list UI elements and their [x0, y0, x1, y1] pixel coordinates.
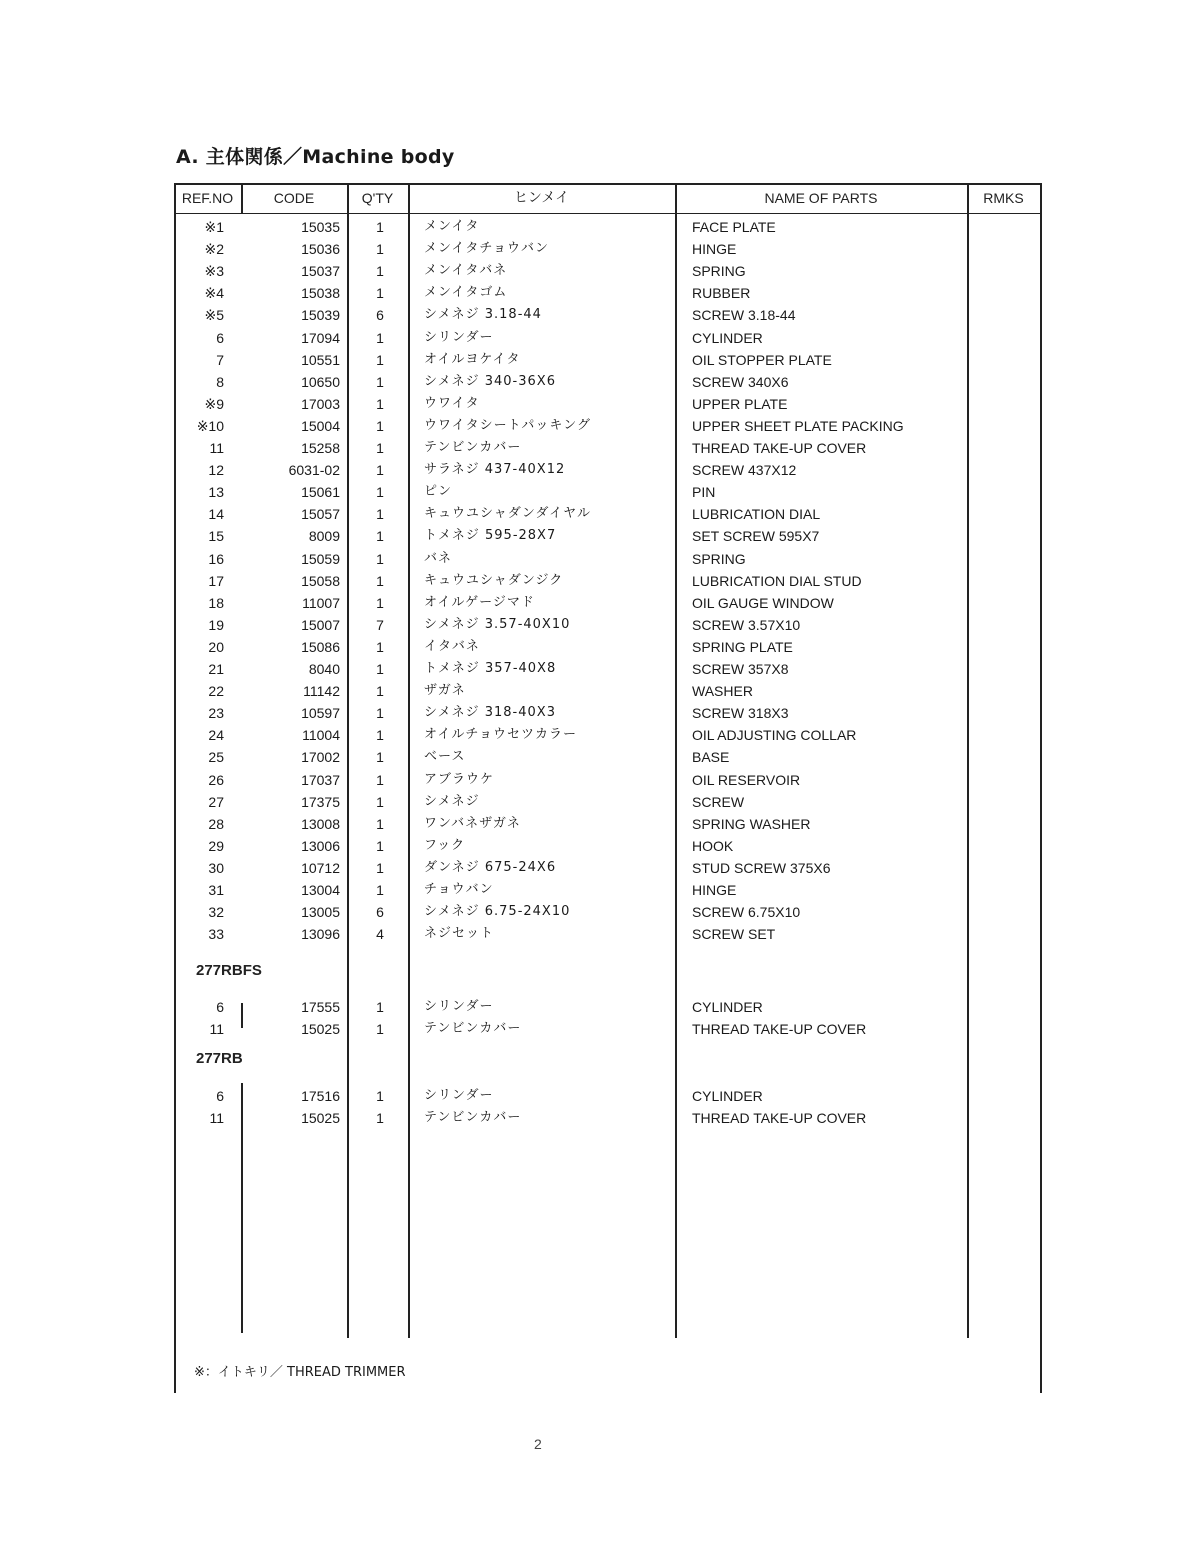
- header-qty: Q'TY: [361, 190, 394, 206]
- part-name-cell: LUBRICATION DIAL: [692, 506, 821, 523]
- kana-name-cell: メンイタ: [424, 219, 480, 234]
- code-cell: 15038: [301, 285, 340, 302]
- part-name-cell: CYLINDER: [692, 999, 763, 1015]
- code-cell: 15058: [301, 572, 340, 589]
- ref-no-cell: 33: [208, 926, 224, 943]
- code-cell: 15035: [301, 219, 340, 235]
- table-row: [174, 791, 1042, 813]
- code-cell: 13006: [301, 837, 340, 854]
- table-row: [174, 1107, 1042, 1129]
- ref-no-cell: 6: [216, 329, 224, 346]
- code-cell: 17094: [301, 329, 340, 346]
- ref-no-cell: 22: [208, 683, 224, 700]
- table-row: [174, 437, 1042, 459]
- kana-name-cell: テンビンカバー: [424, 440, 522, 455]
- kana-name-cell: ベース: [424, 749, 466, 765]
- qty-cell: 1: [376, 683, 384, 700]
- table-row: [174, 371, 1042, 393]
- kana-name-cell: シメネジ 318-40X3: [424, 705, 556, 721]
- ref-no-cell: ※3: [204, 263, 224, 280]
- kana-name-cell: ウワイタ: [424, 395, 480, 411]
- qty-cell: 1: [376, 1110, 384, 1126]
- qty-cell: 4: [376, 926, 384, 943]
- code-cell: 15025: [301, 1021, 340, 1037]
- section-label-277rbfs: 277RBFS: [196, 962, 262, 979]
- qty-cell: 6: [376, 307, 384, 324]
- code-cell: 15039: [301, 307, 340, 324]
- part-name-cell: STUD SCREW 375X6: [692, 859, 831, 876]
- kana-name-cell: シメネジ 340-36X6: [424, 373, 556, 389]
- qty-cell: 1: [376, 285, 384, 302]
- ref-no-cell: 26: [208, 771, 224, 788]
- kana-name-cell: シリンダー: [424, 329, 494, 345]
- page-number: 2: [534, 1436, 542, 1452]
- ref-no-cell: ※4: [204, 285, 224, 302]
- code-cell: 17516: [301, 1088, 340, 1104]
- kana-name-cell: トメネジ 595-28X7: [424, 528, 557, 544]
- kana-name-cell: トメネジ 357-40X8: [424, 661, 557, 676]
- kana-name-cell: シリンダー: [424, 1088, 494, 1103]
- qty-cell: 1: [376, 506, 384, 523]
- table-row: [174, 459, 1042, 481]
- kana-name-cell: バネ: [424, 550, 453, 566]
- table-row: [174, 835, 1042, 857]
- table-row: [174, 724, 1042, 746]
- table-row: [174, 636, 1042, 658]
- part-name-cell: SCREW 3.57X10: [692, 616, 801, 633]
- kana-name-cell: ダンネジ 675-24X6: [424, 859, 557, 875]
- kana-name-cell: キュウユシャダンジク: [424, 572, 564, 588]
- qty-cell: 1: [376, 793, 384, 810]
- qty-cell: 1: [376, 1088, 384, 1104]
- kana-name-cell: オイルゲージマド: [424, 594, 535, 610]
- table-row: [174, 746, 1042, 768]
- footnote-thread-trimmer: ※：イトキリ／ THREAD TRIMMER: [194, 1365, 406, 1380]
- ref-no-cell: 29: [208, 837, 224, 854]
- part-name-cell: LUBRICATION DIAL STUD: [692, 572, 862, 589]
- qty-cell: 1: [376, 572, 384, 589]
- part-name-cell: OIL RESERVOIR: [692, 771, 801, 788]
- qty-cell: 1: [376, 727, 384, 744]
- table-row: [174, 216, 1042, 238]
- kana-name-cell: ウワイタシートパッキング: [424, 417, 591, 433]
- kana-name-cell: ザガネ: [424, 683, 466, 699]
- kana-name-cell: メンイタゴム: [424, 285, 508, 301]
- kana-name-cell: キュウユシャダンダイヤル: [424, 506, 591, 522]
- table-row: [174, 680, 1042, 702]
- part-name-cell: SCREW 3.18-44: [692, 307, 796, 324]
- table-row: [174, 658, 1042, 680]
- header-ref-no: REF.NO: [181, 190, 234, 206]
- header-bottom-border: [174, 213, 1042, 214]
- table-row: [174, 349, 1042, 371]
- qty-cell: 1: [376, 771, 384, 788]
- part-name-cell: SCREW: [692, 793, 745, 810]
- qty-cell: 1: [376, 440, 384, 456]
- part-name-cell: OIL GAUGE WINDOW: [692, 594, 834, 611]
- part-name-cell: BASE: [692, 749, 730, 766]
- code-cell: 15057: [301, 506, 340, 523]
- ref-no-cell: ※9: [204, 395, 224, 412]
- table-row: [174, 702, 1042, 724]
- code-cell: 13004: [301, 882, 340, 898]
- part-name-cell: SCREW 437X12: [692, 462, 797, 479]
- kana-name-cell: チョウバン: [424, 882, 494, 897]
- code-cell: 13005: [301, 904, 340, 921]
- table-row: [174, 813, 1042, 835]
- table-row: [174, 282, 1042, 304]
- code-cell: 15258: [301, 440, 340, 456]
- code-cell: 11004: [302, 727, 340, 744]
- ref-no-cell: 11: [209, 1021, 224, 1037]
- kana-name-cell: ピン: [424, 484, 453, 500]
- part-name-cell: SCREW 6.75X10: [692, 904, 801, 921]
- ref-no-cell: 6: [216, 999, 224, 1015]
- header-kana: ヒンメイ: [513, 190, 570, 206]
- ref-no-cell: 6: [216, 1088, 224, 1104]
- code-cell: 10650: [301, 373, 340, 390]
- qty-cell: 1: [376, 329, 384, 346]
- header-name-of-parts: NAME OF PARTS: [764, 190, 878, 206]
- code-cell: 8009: [308, 528, 340, 545]
- code-cell: 17037: [301, 771, 340, 788]
- part-name-cell: WASHER: [692, 683, 753, 700]
- code-cell: 11142: [303, 683, 340, 700]
- kana-name-cell: シメネジ 3.57-40X10: [424, 616, 571, 632]
- code-cell: 15059: [301, 550, 340, 567]
- ref-no-cell: ※10: [196, 417, 224, 434]
- code-cell: 15061: [301, 484, 340, 501]
- qty-cell: 1: [376, 661, 384, 677]
- code-cell: 15025: [301, 1110, 340, 1126]
- code-cell: 10551: [301, 351, 340, 368]
- code-cell: 15007: [301, 616, 340, 633]
- table-row: [174, 570, 1042, 592]
- qty-cell: 1: [376, 528, 384, 545]
- ref-no-cell: 31: [208, 882, 224, 898]
- ref-no-cell: 16: [208, 550, 224, 567]
- part-name-cell: CYLINDER: [692, 329, 763, 346]
- ref-no-cell: 12: [208, 462, 224, 479]
- code-cell: 17555: [301, 999, 340, 1015]
- section-label-277rb: 277RB: [196, 1050, 243, 1067]
- qty-cell: 1: [376, 749, 384, 766]
- table-row: [174, 548, 1042, 570]
- kana-name-cell: シメネジ 6.75-24X10: [424, 904, 571, 920]
- table-row: [174, 503, 1042, 525]
- part-name-cell: SPRING PLATE: [692, 638, 793, 655]
- qty-cell: 1: [376, 484, 384, 501]
- qty-cell: 1: [376, 705, 384, 722]
- part-name-cell: FACE PLATE: [692, 219, 776, 235]
- code-cell: 15004: [301, 417, 340, 434]
- ref-no-cell: 19: [208, 616, 224, 633]
- table-row: [174, 923, 1042, 945]
- part-name-cell: SCREW 357X8: [692, 661, 789, 677]
- qty-cell: 7: [376, 616, 384, 633]
- ref-no-cell: 11: [209, 1110, 224, 1126]
- code-cell: 17003: [301, 395, 340, 412]
- ref-no-cell: 15: [208, 528, 224, 545]
- table-row: [174, 1018, 1042, 1040]
- code-cell: 15086: [301, 638, 340, 655]
- parts-table: [174, 183, 1042, 1393]
- kana-name-cell: ワンバネザガネ: [424, 815, 521, 831]
- kana-name-cell: イタバネ: [424, 638, 480, 654]
- ref-no-cell: 20: [208, 638, 224, 655]
- ref-no-cell: 28: [208, 815, 224, 832]
- qty-cell: 1: [376, 638, 384, 655]
- qty-cell: 1: [376, 550, 384, 567]
- table-row: [174, 996, 1042, 1018]
- part-name-cell: SPRING: [692, 263, 746, 280]
- ref-no-cell: 32: [208, 904, 224, 921]
- code-cell: 11007: [302, 594, 340, 611]
- qty-cell: 1: [376, 351, 384, 368]
- kana-name-cell: フック: [424, 837, 466, 853]
- table-row: [174, 327, 1042, 349]
- qty-cell: 6: [376, 904, 384, 921]
- page-title: A. 主体関係／Machine body: [176, 146, 455, 168]
- part-name-cell: SPRING WASHER: [692, 815, 811, 832]
- ref-no-cell: ※5: [204, 307, 224, 324]
- qty-cell: 1: [376, 837, 384, 854]
- kana-name-cell: アブラウケ: [424, 771, 495, 787]
- qty-cell: 1: [376, 999, 384, 1015]
- table-row: [174, 614, 1042, 636]
- table-row: [174, 238, 1042, 260]
- kana-name-cell: サラネジ 437-40X12: [424, 462, 566, 478]
- ref-no-cell: ※1: [204, 219, 224, 235]
- kana-name-cell: オイルチョウセツカラー: [424, 727, 577, 743]
- qty-cell: 1: [376, 815, 384, 832]
- part-name-cell: SCREW 318X3: [692, 705, 789, 722]
- ref-no-cell: 25: [208, 749, 224, 766]
- part-name-cell: SCREW SET: [692, 926, 776, 943]
- part-name-cell: SET SCREW 595X7: [692, 528, 820, 545]
- code-cell: 15036: [301, 241, 340, 258]
- part-name-cell: UPPER SHEET PLATE PACKING: [692, 417, 904, 434]
- kana-name-cell: メンイタバネ: [424, 263, 508, 279]
- ref-no-cell: 24: [208, 727, 224, 744]
- kana-name-cell: シメネジ: [424, 793, 480, 809]
- table-row: [174, 769, 1042, 791]
- kana-name-cell: シメネジ 3.18-44: [424, 307, 542, 323]
- table-row: [174, 481, 1042, 503]
- part-name-cell: THREAD TAKE-UP COVER: [692, 440, 867, 456]
- code-cell: 13096: [301, 926, 340, 943]
- code-cell: 17375: [301, 793, 340, 810]
- part-name-cell: HINGE: [692, 241, 737, 258]
- ref-no-cell: 7: [216, 351, 224, 368]
- table-row: [174, 415, 1042, 437]
- code-cell: 13008: [301, 815, 340, 832]
- part-name-cell: SCREW 340X6: [692, 373, 789, 390]
- kana-name-cell: テンビンカバー: [424, 1021, 522, 1036]
- ref-no-cell: 14: [208, 506, 224, 523]
- qty-cell: 1: [376, 395, 384, 412]
- code-cell: 8040: [308, 661, 340, 677]
- part-name-cell: THREAD TAKE-UP COVER: [692, 1021, 867, 1037]
- qty-cell: 1: [376, 1021, 384, 1037]
- kana-name-cell: テンビンカバー: [424, 1110, 522, 1125]
- kana-name-cell: シリンダー: [424, 999, 494, 1014]
- ref-no-cell: 11: [209, 440, 224, 456]
- part-name-cell: THREAD TAKE-UP COVER: [692, 1110, 867, 1126]
- kana-name-cell: ネジセット: [424, 926, 495, 942]
- part-name-cell: PIN: [692, 484, 716, 501]
- header-rmks: RMKS: [983, 190, 1024, 206]
- code-cell: 15037: [301, 263, 340, 280]
- part-name-cell: UPPER PLATE: [692, 395, 788, 412]
- part-name-cell: RUBBER: [692, 285, 751, 302]
- qty-cell: 1: [376, 219, 384, 235]
- qty-cell: 1: [376, 859, 384, 876]
- table-row: [174, 525, 1042, 547]
- part-name-cell: HOOK: [692, 837, 734, 854]
- code-cell: 10597: [301, 705, 340, 722]
- part-name-cell: HINGE: [692, 882, 737, 898]
- qty-cell: 1: [376, 417, 384, 434]
- qty-cell: 1: [376, 263, 384, 280]
- qty-cell: 1: [376, 241, 384, 258]
- ref-no-cell: 18: [208, 594, 224, 611]
- ref-no-cell: 8: [216, 373, 224, 390]
- table-row: [174, 592, 1042, 614]
- part-name-cell: SPRING: [692, 550, 746, 567]
- kana-name-cell: オイルヨケイタ: [424, 351, 521, 367]
- table-row: [174, 879, 1042, 901]
- code-cell: 17002: [301, 749, 340, 766]
- kana-name-cell: メンイタチョウバン: [424, 241, 549, 257]
- part-name-cell: OIL STOPPER PLATE: [692, 351, 832, 368]
- ref-no-cell: ※2: [204, 241, 224, 258]
- ref-no-cell: 17: [208, 572, 224, 589]
- ref-no-cell: 23: [208, 705, 224, 722]
- qty-cell: 1: [376, 373, 384, 390]
- ref-no-cell: 21: [208, 661, 224, 677]
- table-row: [174, 1085, 1042, 1107]
- qty-cell: 1: [376, 594, 384, 611]
- table-row: [174, 901, 1042, 923]
- header-code: CODE: [273, 190, 315, 206]
- table-row: [174, 304, 1042, 326]
- table-row: [174, 857, 1042, 879]
- ref-no-cell: 30: [208, 859, 224, 876]
- ref-no-cell: 13: [208, 484, 224, 501]
- code-cell: 10712: [301, 859, 340, 876]
- part-name-cell: OIL ADJUSTING COLLAR: [692, 727, 857, 744]
- qty-cell: 1: [376, 462, 384, 479]
- code-cell: 6031-02: [288, 462, 340, 479]
- qty-cell: 1: [376, 882, 384, 898]
- table-row: [174, 393, 1042, 415]
- table-row: [174, 260, 1042, 282]
- part-name-cell: CYLINDER: [692, 1088, 763, 1104]
- ref-no-cell: 27: [208, 793, 224, 810]
